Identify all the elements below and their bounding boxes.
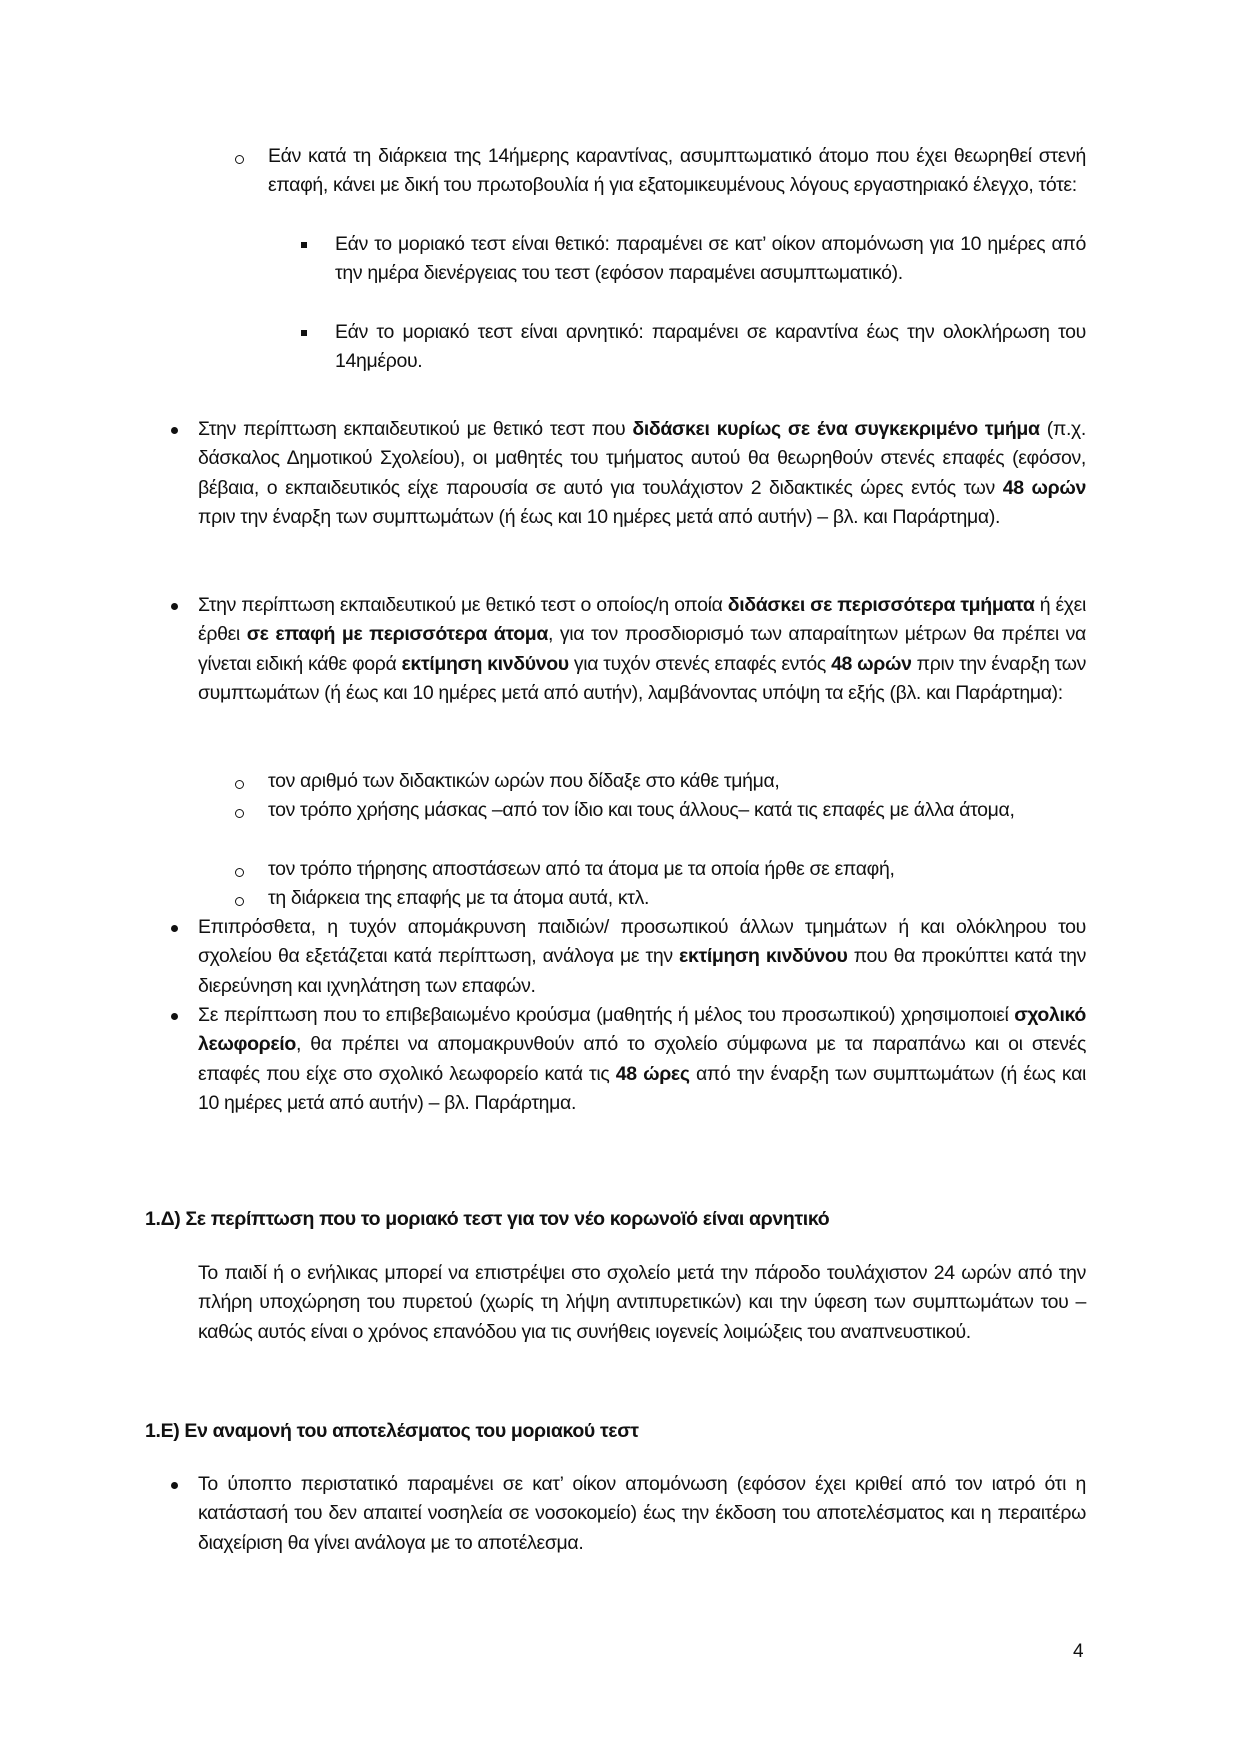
sub-item-text: τον τρόπο τήρησης αποστάσεων από τα άτομα με τα οποία ήρθε σε επαφή,: [268, 858, 895, 880]
section-1e-bullet-text: Το ύποπτο περιστατικό παραμένει σε κατ’ οίκον απομόνωση (εφόσον έχει κριθεί από τον ιατρό ότι η κατάστασή του δεν απαιτεί νοσηλεία σε νοσοκομείο) έως την έκδοση του αποτελέσματος και η περαιτέρω διαχείριση θα γίνει ανάλογα με το αποτέλεσμα.: [198, 1473, 1086, 1554]
square-sub-item: [335, 318, 1086, 377]
bullet-text: Στην περίπτωση εκπαιδευτικού με θετικό τεστ που διδάσκει κυρίως σε ένα συγκεκριμένο τμήμα (π.χ. δάσκαλος Δημοτικού Σχολείου), οι μαθητές του τμήματος αυτού θα θεωρηθούν στενές επαφές (εφόσον, βέβαια, ο εκπαιδευτικός είχε παρουσία σε αυτό για τουλάχιστον 2 διδακτικές ώρες εντός των 48 ωρών πριν την έναρξη των συμπτωμάτων (ή έως και 10 ημέρες μετά από αυτήν) – βλ. και Παράρτημα).: [198, 418, 1086, 529]
bullet-text: Στην περίπτωση εκπαιδευτικού με θετικό τεστ ο οποίος/η οποία διδάσκει σε περισσότερα τμήματα ή έχει έρθει σε επαφή με περισσότερα άτομα, για τον προσδιορισμό των απαραίτητων μέτρων θα πρέπει να γίνεται ειδική κάθε φορά εκτίμηση κινδύνου για τυχόν στενές επαφές εντός 48 ωρών πριν την έναρξη των συμπτωμάτων (ή έως και 10 ημέρες μετά από αυτήν), λαμβάνοντας υπόψη τα εξής (βλ. και Παράρτημα):: [198, 594, 1087, 705]
square-sub-item-text: Εάν το μοριακό τεστ είναι αρνητικό: παραμένει σε καραντίνα έως την ολοκλήρωση του 14ημέρου.: [335, 321, 1086, 373]
section-heading-1e: 1.Ε) Εν αναμονή του αποτελέσματος του μοριακού τεστ: [145, 1420, 639, 1442]
bullet-text: Επιπρόσθετα, η τυχόν απομάκρυνση παιδιών/ προσωπικού άλλων τμημάτων ή και ολόκληρου του σχολείου θα εξετάζεται κατά περίπτωση, ανάλογα με την εκτίμηση κινδύνου που θα προκύπτει κατά την διερεύνηση και ιχνηλάτηση των επαφών.: [198, 916, 1086, 997]
section-heading-1d: 1.Δ) Σε περίπτωση που το μοριακό τεστ για τον νέο κορωνοϊό είναι αρνητικό: [145, 1208, 830, 1230]
hollow-circle-bullet-icon: [235, 868, 244, 877]
hollow-circle-bullet-icon: [235, 155, 244, 164]
bullet-item: [198, 1001, 1086, 1119]
sub-item-text: τον τρόπο χρήσης μάσκας –από τον ίδιο και τους άλλους– κατά τις επαφές με άλλα άτομα,: [268, 799, 1015, 821]
bullet-icon: [171, 427, 178, 434]
bullet-text: Σε περίπτωση που το επιβεβαιωμένο κρούσμα (μαθητής ή μέλος του προσωπικού) χρησιμοποιεί σχολικό λεωφορείο, θα πρέπει να απομακρυνθούν από το σχολείο σύμφωνα με τα παραπάνω και οι στενές επαφές που είχε στο σχολικό λεωφορείο κατά τις 48 ώρες από την έναρξη των συμπτωμάτων (ή έως και 10 ημέρες μετά από αυτήν) – βλ. Παράρτημα.: [198, 1004, 1086, 1115]
sub-item-text: τη διάρκεια της επαφής με τα άτομα αυτά, κτλ.: [268, 887, 650, 909]
sub-item: [268, 767, 1086, 796]
bullet-icon: [171, 1013, 178, 1020]
top-sub-item-text: Εάν κατά τη διάρκεια της 14ήμερης καραντίνας, ασυμπτωματικό άτομο που έχει θεωρηθεί στενή επαφή, κάνει με δική του πρωτοβουλία ή για εξατομικευμένους λόγους εργαστηριακό έλεγχο, τότε:: [268, 145, 1086, 197]
square-bullet-icon: [301, 242, 307, 248]
sub-item: [268, 855, 1086, 884]
sub-item: [268, 796, 1086, 825]
top-sub-item: [268, 142, 1086, 201]
sub-item-text: τον αριθμό των διδακτικών ωρών που δίδαξε στο κάθε τμήμα,: [268, 770, 780, 792]
square-sub-item: [335, 230, 1086, 289]
bullet-item: [198, 591, 1086, 709]
bullet-item: [198, 913, 1086, 1001]
square-bullet-icon: [301, 330, 307, 336]
hollow-circle-bullet-icon: [235, 780, 244, 789]
page-number: 4: [1073, 1641, 1084, 1662]
bullet-item: [198, 415, 1086, 533]
bullet-icon: [171, 1482, 178, 1489]
bullet-icon: [171, 925, 178, 932]
hollow-circle-bullet-icon: [235, 897, 244, 906]
bullet-item: [198, 1470, 1086, 1558]
section-1d-paragraph: Το παιδί ή ο ενήλικας μπορεί να επιστρέψει στο σχολείο μετά την πάροδο τουλάχιστον 24 ωρών από την πλήρη υποχώρηση του πυρετού (χωρίς τη λήψη αντιπυρετικών) και την ύφεση των συμπτωμάτων του – καθώς αυτός είναι ο χρόνος επανόδου για τις συνήθεις ιογενείς λοιμώξεις του αναπνευστικού.: [198, 1262, 1086, 1343]
square-sub-item-text: Εάν το μοριακό τεστ είναι θετικό: παραμένει σε κατ’ οίκον απομόνωση για 10 ημέρες από την ημέρα διενέργειας του τεστ (εφόσον παραμένει ασυμπτωματικό).: [335, 233, 1086, 285]
sub-item: [268, 884, 1086, 913]
hollow-circle-bullet-icon: [235, 809, 244, 818]
bullet-icon: [171, 603, 178, 610]
